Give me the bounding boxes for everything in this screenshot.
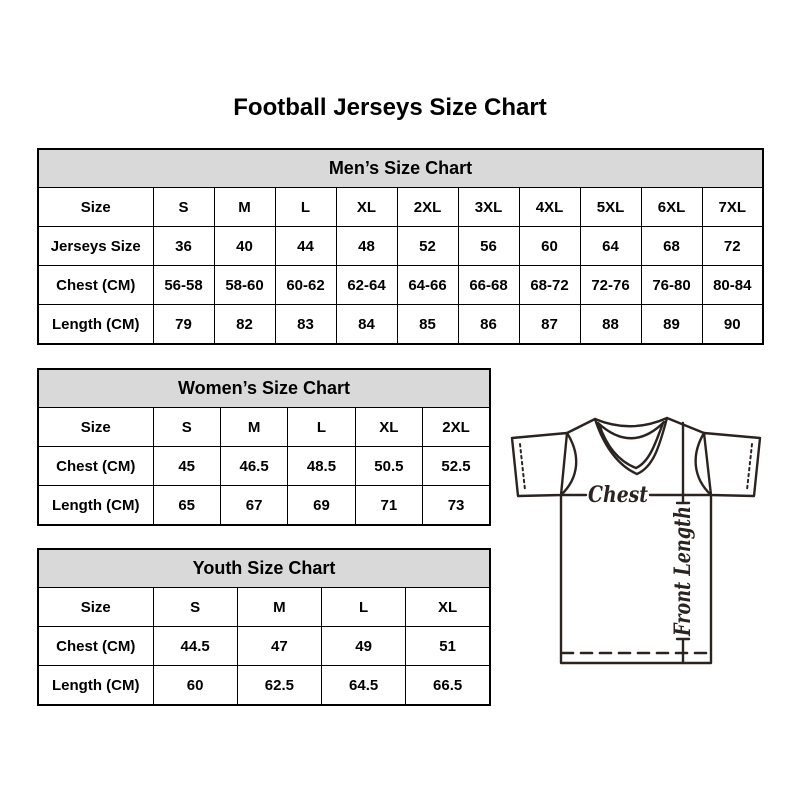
row-label: Chest (CM) <box>38 627 153 666</box>
row-label: Chest (CM) <box>38 447 153 486</box>
table-cell: 62.5 <box>237 666 321 706</box>
youth-size-chart-section <box>37 548 491 706</box>
row-label: Length (CM) <box>38 486 153 526</box>
table-row <box>38 588 490 627</box>
row-label: Size <box>38 588 153 627</box>
table-cell: L <box>288 408 355 447</box>
table-cell: 47 <box>237 627 321 666</box>
table-cell: 62-64 <box>336 266 397 305</box>
table-row <box>38 627 490 666</box>
table-section-header-row <box>38 369 490 408</box>
table-cell: 46.5 <box>220 447 287 486</box>
table-cell: 69 <box>288 486 355 526</box>
row-label: Jerseys Size <box>38 227 153 266</box>
table-cell: 56 <box>458 227 519 266</box>
table-cell: XL <box>336 188 397 227</box>
youth-size-table <box>37 548 491 706</box>
table-cell: 5XL <box>580 188 641 227</box>
table-cell: 72-76 <box>580 266 641 305</box>
table-cell: 79 <box>153 305 214 345</box>
table-cell: 3XL <box>458 188 519 227</box>
mens-size-chart-section <box>37 148 764 345</box>
page-title: Football Jerseys Size Chart <box>233 94 547 121</box>
table-cell: 60 <box>519 227 580 266</box>
row-label: Size <box>38 188 153 227</box>
table-cell: M <box>237 588 321 627</box>
table-cell: 90 <box>702 305 763 345</box>
table-cell: 36 <box>153 227 214 266</box>
table-cell: S <box>153 588 237 627</box>
jersey-left-sleeve <box>512 433 567 496</box>
table-cell: 76-80 <box>641 266 702 305</box>
row-label: Size <box>38 408 153 447</box>
table-cell: 68 <box>641 227 702 266</box>
table-row <box>38 408 490 447</box>
jersey-right-sleeve <box>704 433 760 496</box>
table-cell: 88 <box>580 305 641 345</box>
table-cell: 6XL <box>641 188 702 227</box>
jersey-measurement-diagram <box>504 410 768 668</box>
table-cell: 64.5 <box>322 666 406 706</box>
mens-table-title: Men’s Size Chart <box>38 149 763 188</box>
chest-label: Chest <box>588 482 648 508</box>
table-cell: M <box>214 188 275 227</box>
table-cell: 52.5 <box>423 447 490 486</box>
table-cell: 84 <box>336 305 397 345</box>
table-cell: 86 <box>458 305 519 345</box>
table-cell: S <box>153 408 220 447</box>
table-cell: XL <box>355 408 422 447</box>
table-cell: 87 <box>519 305 580 345</box>
table-cell: 68-72 <box>519 266 580 305</box>
table-cell: 85 <box>397 305 458 345</box>
table-section-header-row <box>38 149 763 188</box>
table-row <box>38 447 490 486</box>
table-cell: 58-60 <box>214 266 275 305</box>
table-row <box>38 305 763 345</box>
table-row <box>38 227 763 266</box>
row-label: Length (CM) <box>38 666 153 706</box>
table-cell: 50.5 <box>355 447 422 486</box>
table-cell: 2XL <box>423 408 490 447</box>
table-cell: 72 <box>702 227 763 266</box>
table-cell: 60-62 <box>275 266 336 305</box>
table-cell: 2XL <box>397 188 458 227</box>
table-cell: L <box>322 588 406 627</box>
table-cell: 4XL <box>519 188 580 227</box>
table-cell: 49 <box>322 627 406 666</box>
row-label: Chest (CM) <box>38 266 153 305</box>
table-cell: XL <box>406 588 490 627</box>
table-cell: 48.5 <box>288 447 355 486</box>
table-cell: L <box>275 188 336 227</box>
table-cell: S <box>153 188 214 227</box>
table-cell: 51 <box>406 627 490 666</box>
table-cell: M <box>220 408 287 447</box>
womens-size-table <box>37 368 491 526</box>
table-cell: 73 <box>423 486 490 526</box>
table-cell: 45 <box>153 447 220 486</box>
table-cell: 44 <box>275 227 336 266</box>
table-cell: 89 <box>641 305 702 345</box>
table-cell: 83 <box>275 305 336 345</box>
table-cell: 67 <box>220 486 287 526</box>
table-cell: 71 <box>355 486 422 526</box>
table-cell: 48 <box>336 227 397 266</box>
table-row <box>38 666 490 706</box>
youth-table-title: Youth Size Chart <box>38 549 490 588</box>
table-cell: 7XL <box>702 188 763 227</box>
table-cell: 52 <box>397 227 458 266</box>
table-cell: 64-66 <box>397 266 458 305</box>
table-cell: 56-58 <box>153 266 214 305</box>
table-row <box>38 266 763 305</box>
front-length-label: Front Length <box>670 473 696 636</box>
table-cell: 66-68 <box>458 266 519 305</box>
table-cell: 80-84 <box>702 266 763 305</box>
table-cell: 64 <box>580 227 641 266</box>
table-cell: 40 <box>214 227 275 266</box>
table-row <box>38 486 490 526</box>
table-cell: 44.5 <box>153 627 237 666</box>
table-cell: 82 <box>214 305 275 345</box>
table-row <box>38 188 763 227</box>
mens-size-table <box>37 148 764 345</box>
womens-size-chart-section <box>37 368 491 526</box>
row-label: Length (CM) <box>38 305 153 345</box>
womens-table-title: Women’s Size Chart <box>38 369 490 408</box>
table-cell: 66.5 <box>406 666 490 706</box>
table-cell: 60 <box>153 666 237 706</box>
table-section-header-row <box>38 549 490 588</box>
table-cell: 65 <box>153 486 220 526</box>
